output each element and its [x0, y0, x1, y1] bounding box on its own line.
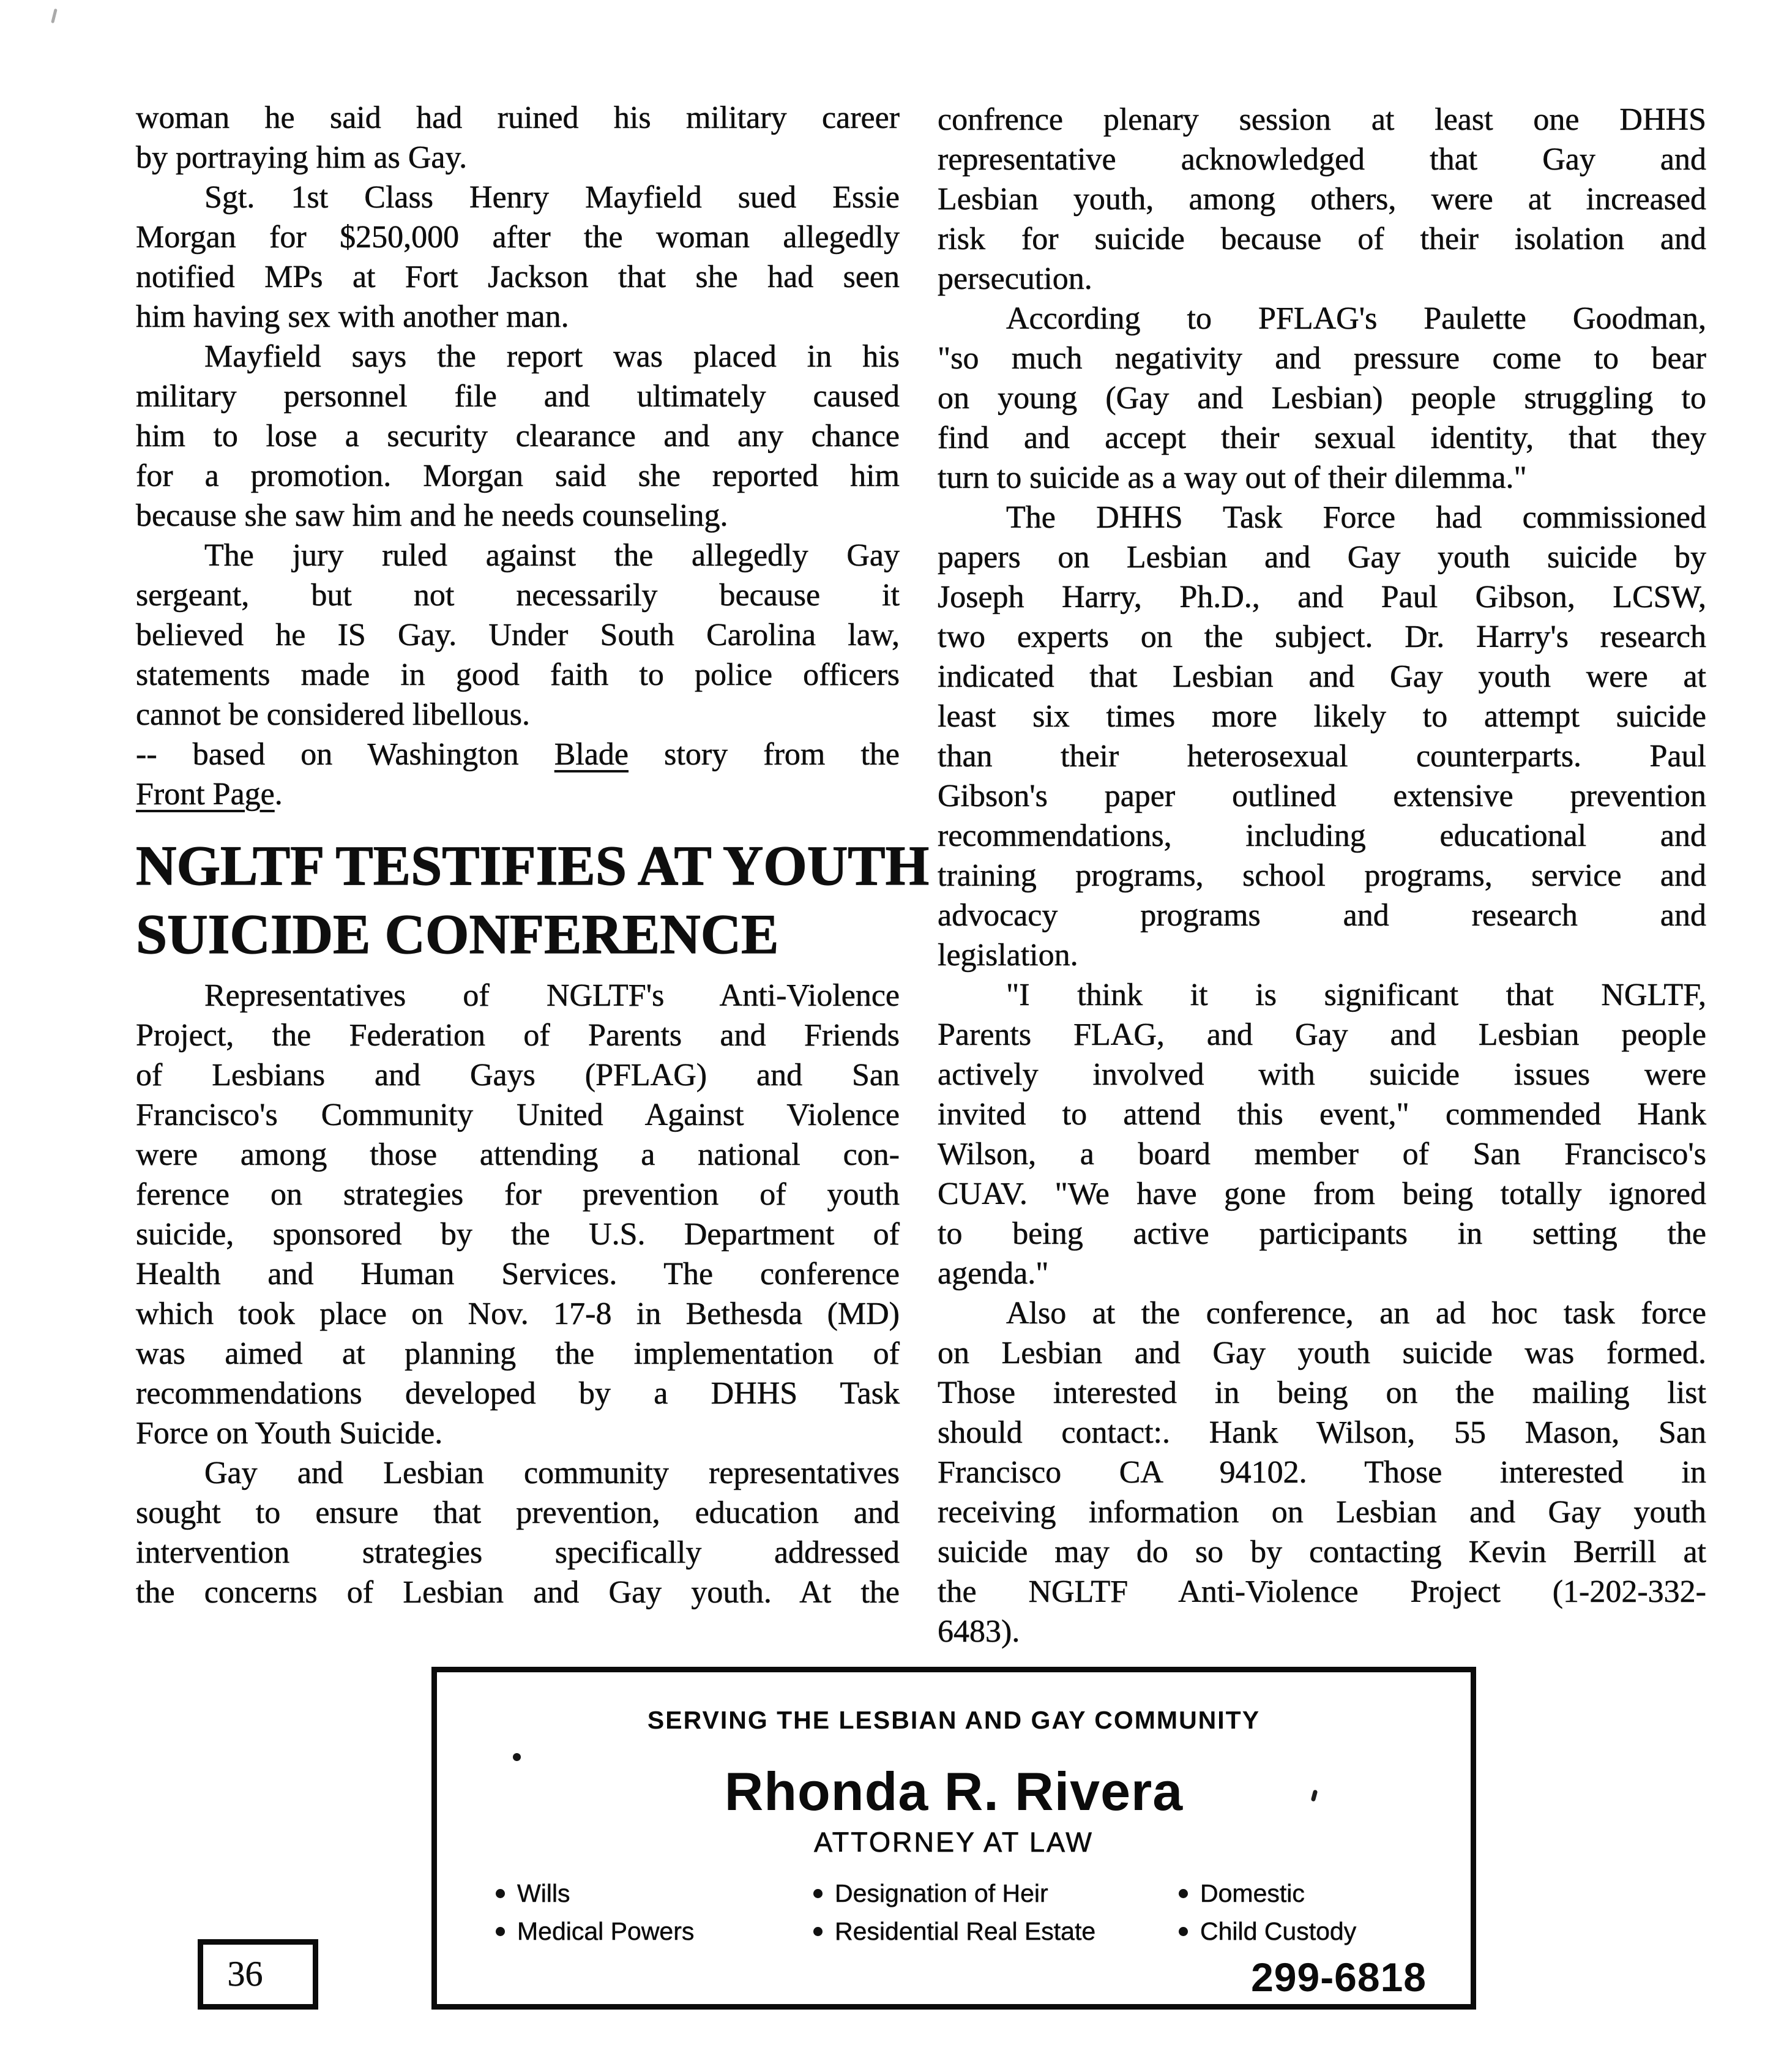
text-line: papers on Lesbian and Gay youth suicide by	[938, 540, 1706, 575]
paragraph	[938, 100, 1706, 299]
text-line: sought to ensure that prevention, education and	[136, 1495, 900, 1530]
service-label: Child Custody	[1200, 1917, 1357, 1945]
text-line: SUICIDE CONFERENCE	[136, 903, 779, 965]
bullet-icon	[1179, 1927, 1188, 1936]
bullet-icon	[813, 1889, 823, 1898]
text-line: Joseph Harry, Ph.D., and Paul Gibson, LCSW,	[938, 580, 1706, 615]
text-line: find and accept their sexual identity, that they	[938, 421, 1706, 455]
paragraph	[938, 975, 1706, 1293]
text-line: representative acknowledged that Gay and	[938, 142, 1706, 177]
text-line: which took place on Nov. 17-8 in Bethesda (MD)	[136, 1296, 900, 1331]
text-line: woman he said had ruined his military career	[136, 100, 900, 135]
text-line: Gay and Lesbian community representatives	[204, 1456, 900, 1490]
article-heading	[136, 831, 930, 968]
service-label: Wills	[517, 1879, 570, 1907]
text-line: confrence plenary session at least one DHHS	[938, 102, 1706, 137]
text-line: Lesbian youth, among others, were at increased	[938, 182, 1706, 217]
bullet-icon	[496, 1927, 505, 1936]
right-column	[938, 100, 1706, 1651]
text-line: legislation.	[938, 938, 1078, 973]
service-item	[496, 1874, 694, 1912]
text-line: actively involved with suicide issues were	[938, 1057, 1706, 1092]
text-line: him having sex with another man.	[136, 299, 569, 334]
service-label: Domestic	[1200, 1879, 1305, 1907]
ad-services-column-3	[1179, 1874, 1356, 1950]
service-item	[1179, 1874, 1356, 1912]
text-line: -- based on Washington Blade story from the	[136, 737, 900, 772]
ad-tagline: SERVING THE LESBIAN AND GAY COMMUNITY	[647, 1706, 1261, 1734]
text-line: CUAV. "We have gone from being totally ignored	[938, 1176, 1706, 1211]
text-line: NGLTF TESTIFIES AT YOUTH	[136, 834, 930, 897]
paragraph	[136, 337, 900, 536]
text-line: than their heterosexual counterparts. Paul	[938, 739, 1706, 774]
text-line: should contact:. Hank Wilson, 55 Mason, San	[938, 1415, 1706, 1450]
text-line: ference on strategies for prevention of youth	[136, 1177, 900, 1212]
service-label: Medical Powers	[517, 1917, 695, 1945]
text-line: for a promotion. Morgan said she reported him	[136, 458, 900, 493]
text-line: military personnel file and ultimately caused	[136, 379, 900, 414]
text-line: Also at the conference, an ad hoc task force	[1006, 1296, 1706, 1331]
service-item	[496, 1912, 694, 1950]
text-line: risk for suicide because of their isolation and	[938, 222, 1706, 256]
text-line: to being active participants in setting the	[938, 1216, 1706, 1251]
text-line: Francisco CA 94102. Those interested in	[938, 1455, 1706, 1490]
text-line: Francisco's Community United Against Violence	[136, 1098, 900, 1132]
text-line: Gibson's paper outlined extensive prevention	[938, 779, 1706, 813]
text-line: suicide, sponsored by the U.S. Department of	[136, 1217, 900, 1252]
text-line: Wilson, a board member of San Francisco's	[938, 1137, 1706, 1172]
text-line: least six times more likely to attempt suicide	[938, 699, 1706, 734]
text-line: notified MPs at Fort Jackson that she had seen	[136, 260, 900, 294]
attorney-name: Rhonda R. Rivera	[724, 1761, 1184, 1822]
text-line: Force on Youth Suicide.	[136, 1416, 443, 1451]
left-column	[136, 98, 930, 1612]
text-line: two experts on the subject. Dr. Harry's research	[938, 619, 1706, 654]
paragraph	[938, 299, 1706, 498]
text-line: him to lose a security clearance and any chance	[136, 419, 900, 454]
paragraph	[938, 1293, 1706, 1651]
service-label: Residential Real Estate	[835, 1917, 1096, 1945]
text-line: invited to attend this event," commended Hank	[938, 1097, 1706, 1132]
attorney-ad-box	[431, 1667, 1476, 2010]
service-item	[813, 1912, 1095, 1950]
text-line: was aimed at planning the implementation of	[136, 1336, 900, 1371]
text-line: Those interested in being on the mailing list	[938, 1375, 1706, 1410]
text-line: 6483).	[938, 1614, 1020, 1649]
text-line: the NGLTF Anti-Violence Project (1-202-332-	[938, 1574, 1706, 1609]
paragraph	[938, 498, 1706, 975]
paragraph	[136, 976, 900, 1453]
paragraph	[136, 1453, 900, 1612]
text-line: cannot be considered libellous.	[136, 697, 531, 732]
scan-speck	[51, 9, 58, 23]
page-number: 36	[227, 1954, 263, 1994]
text-line: indicated that Lesbian and Gay youth were at	[938, 659, 1706, 694]
service-label: Designation of Heir	[835, 1879, 1048, 1907]
bullet-icon	[813, 1927, 823, 1936]
text-line: the concerns of Lesbian and Gay youth. At the	[136, 1575, 900, 1610]
text-line: turn to suicide as a way out of their dilemma."	[938, 460, 1527, 495]
text-line: were among those attending a national con-	[136, 1137, 900, 1172]
text-line: advocacy programs and research and	[938, 898, 1706, 933]
paragraph	[136, 98, 900, 178]
text-line: believed he IS Gay. Under South Carolina law,	[136, 618, 900, 653]
text-line: by portraying him as Gay.	[136, 140, 468, 175]
text-line: training programs, school programs, service and	[938, 858, 1706, 893]
attorney-title: ATTORNEY AT LAW	[814, 1827, 1094, 1858]
text-line: agenda."	[938, 1256, 1049, 1291]
text-line: According to PFLAG's Paulette Goodman,	[1006, 301, 1706, 336]
text-line: recommendations developed by a DHHS Task	[136, 1376, 900, 1411]
text-line: Mayfield says the report was placed in his	[204, 339, 900, 374]
paragraph	[136, 735, 900, 814]
paragraph	[136, 536, 900, 735]
page-number-box	[198, 1939, 318, 2010]
text-line: on young (Gay and Lesbian) people struggling to	[938, 381, 1706, 416]
text-line: statements made in good faith to police officers	[136, 657, 900, 692]
text-line: recommendations, including educational and	[938, 818, 1706, 853]
text-line: Representatives of NGLTF's Anti-Violence	[204, 978, 900, 1013]
text-line: sergeant, but not necessarily because it	[136, 578, 900, 613]
text-line: Health and Human Services. The conference	[136, 1257, 900, 1292]
bullet-icon	[496, 1889, 505, 1898]
text-line: "so much negativity and pressure come to bear	[938, 341, 1706, 376]
text-line: The DHHS Task Force had commissioned	[1006, 500, 1706, 535]
text-line: of Lesbians and Gays (PFLAG) and San	[136, 1058, 900, 1093]
service-item	[1179, 1912, 1356, 1950]
text-line: Morgan for $250,000 after the woman allegedly	[136, 220, 900, 255]
text-line: Project, the Federation of Parents and Friends	[136, 1018, 900, 1053]
text-line: receiving information on Lesbian and Gay youth	[938, 1495, 1706, 1530]
text-line: because she saw him and he needs counseling.	[136, 498, 728, 533]
ad-services-column-2	[813, 1874, 1095, 1950]
ad-services-column-1	[496, 1874, 694, 1950]
text-line: Sgt. 1st Class Henry Mayfield sued Essie	[204, 180, 900, 215]
paragraph	[136, 178, 900, 337]
text-line: on Lesbian and Gay youth suicide was formed.	[938, 1336, 1706, 1371]
service-item	[813, 1874, 1095, 1912]
ad-phone-number: 299-6818	[1251, 1954, 1427, 2000]
text-line: suicide may do so by contacting Kevin Berrill at	[938, 1535, 1706, 1569]
text-line: persecution.	[938, 261, 1092, 296]
text-line: "I think it is significant that NGLTF,	[1006, 978, 1706, 1012]
text-line: The jury ruled against the allegedly Gay	[204, 538, 900, 573]
text-line: Parents FLAG, and Gay and Lesbian people	[938, 1017, 1706, 1052]
text-line: Front Page.	[136, 777, 283, 812]
bullet-icon	[1179, 1889, 1188, 1898]
text-line: intervention strategies specifically addressed	[136, 1535, 900, 1570]
